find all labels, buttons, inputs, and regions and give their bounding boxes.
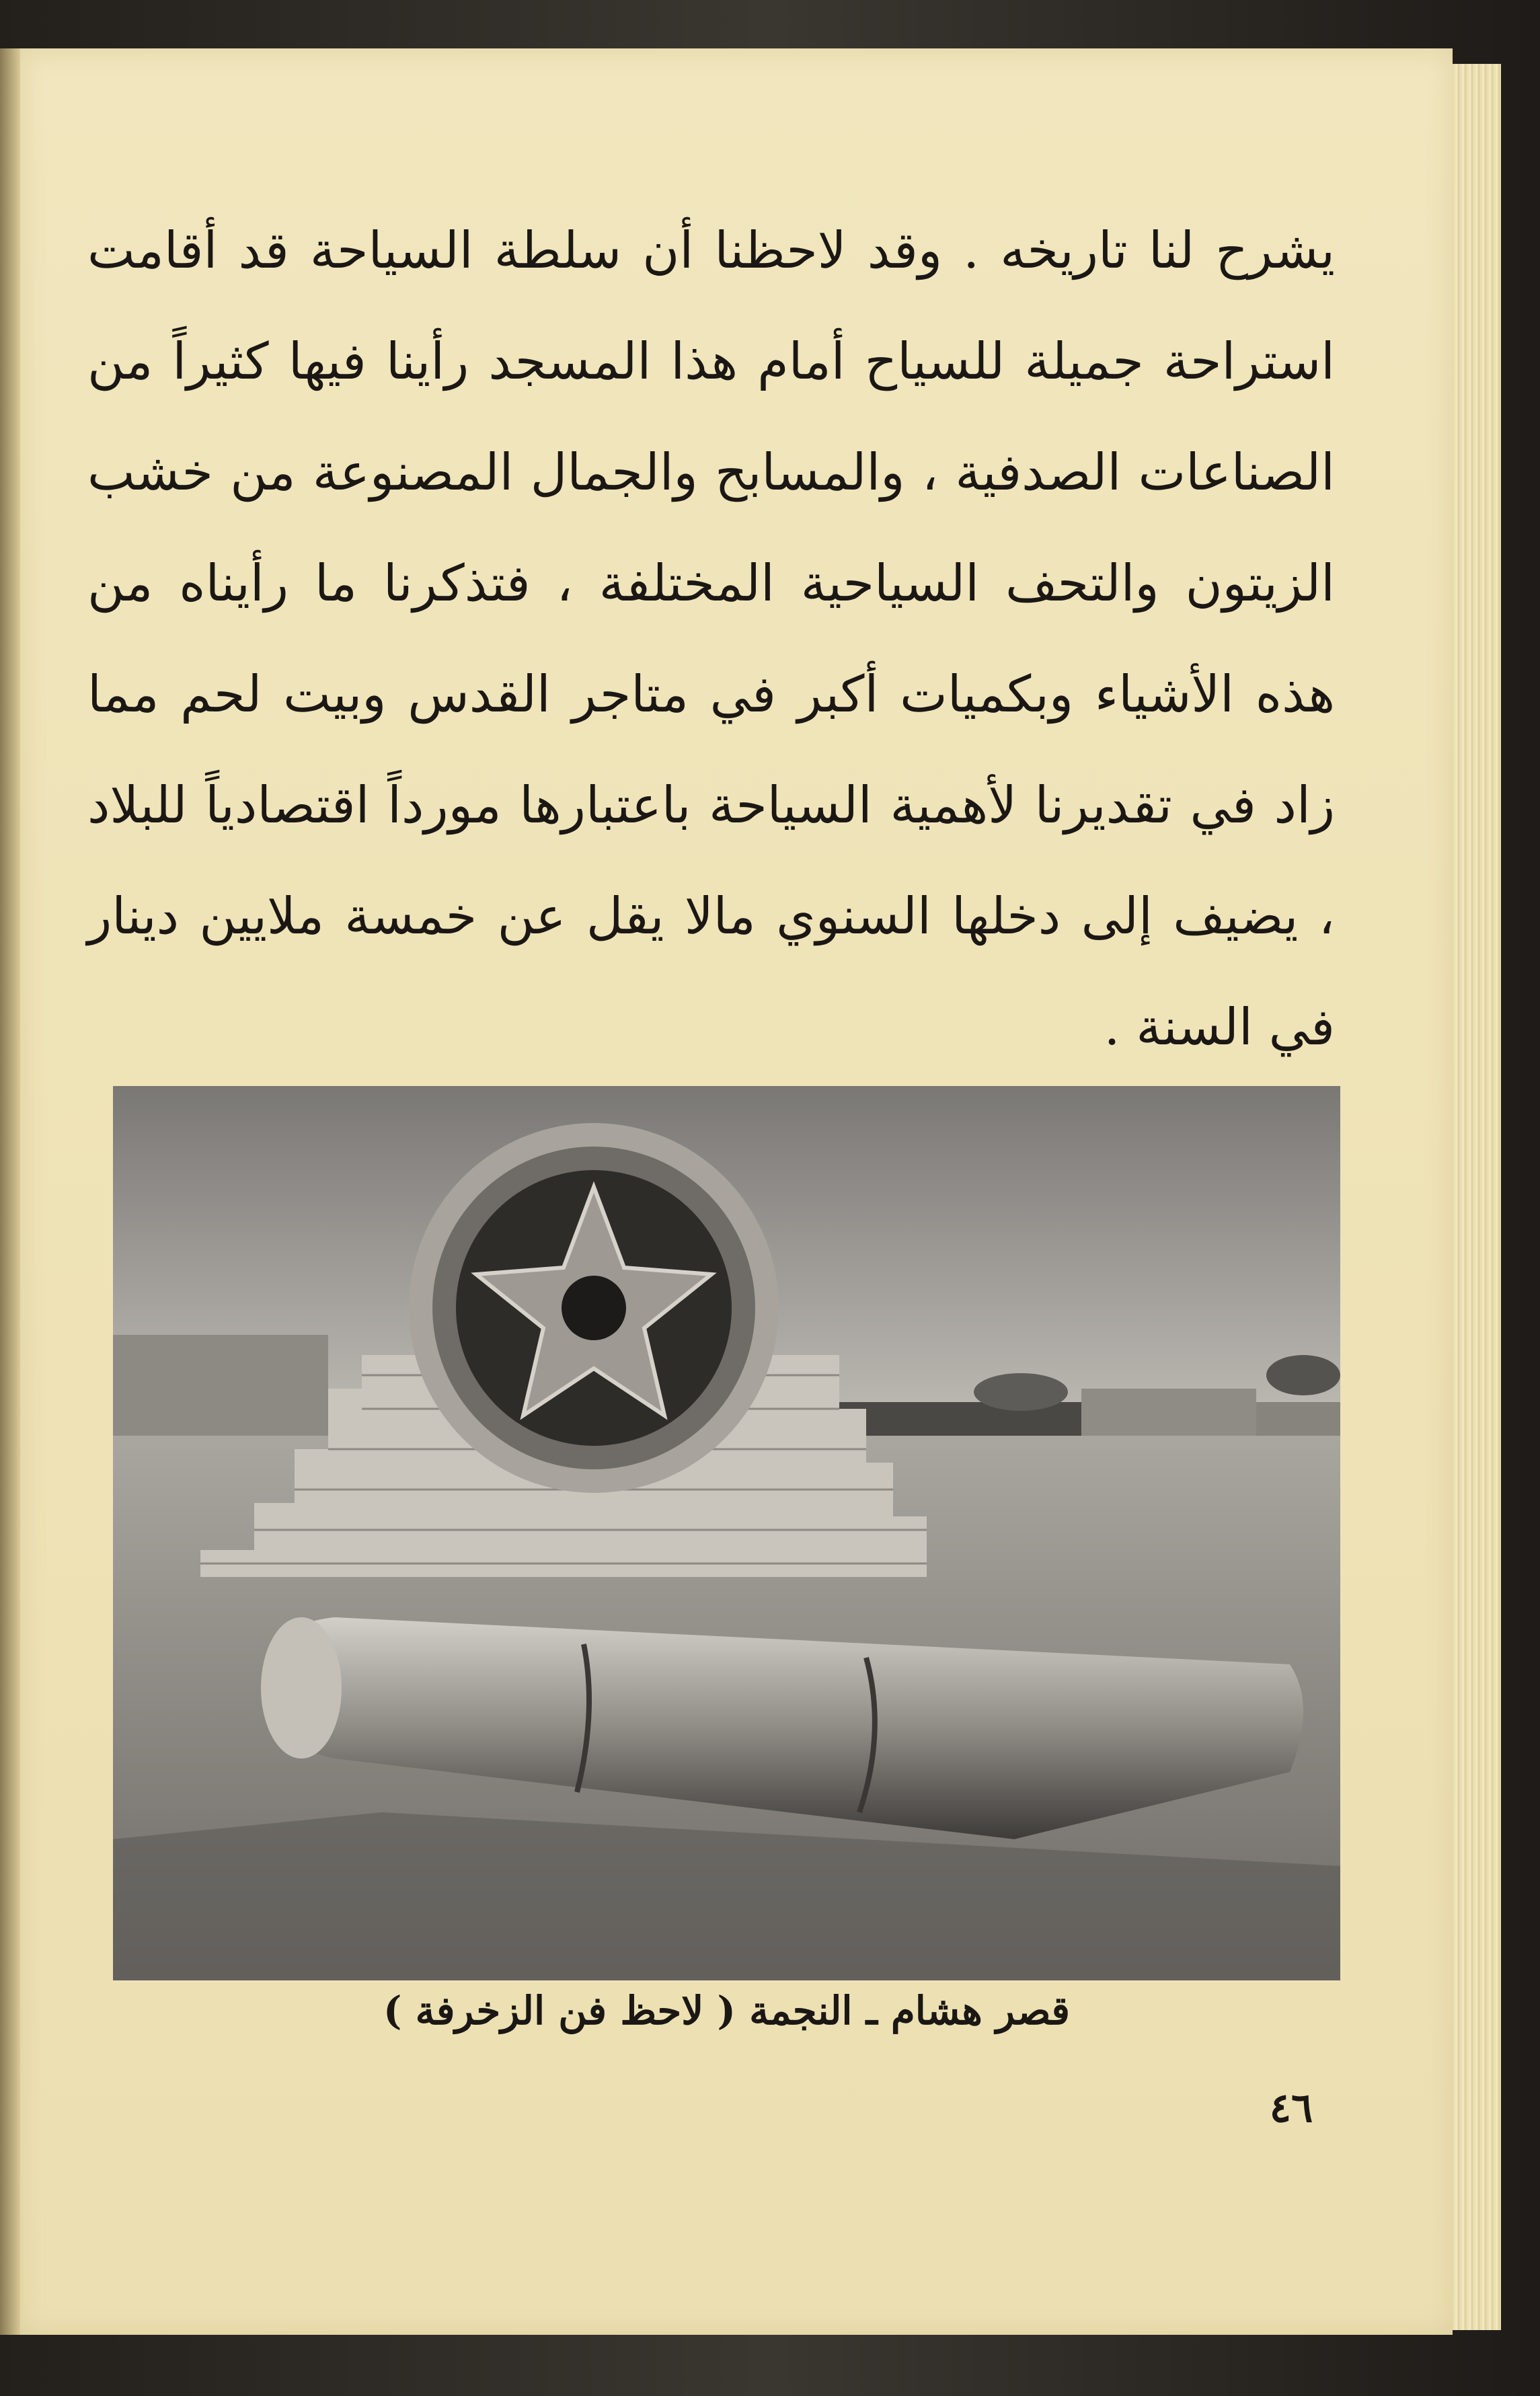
hisham-palace-photo <box>113 1086 1340 1980</box>
body-paragraph: يشرح لنا تاريخه . وقد لاحظنا أن سلطة السياحة قد أقامت استراحة جميلة للسياح أمام هذا المسجد رأينا فيها كثيراً من الصناعات الصدفية ، والمسابح والجمال المصنوعة من خشب الزيتون والتحف السياحية المختلفة ، فتذكرنا ما رأيناه من هذه الأشياء وبكميات أكبر في متاجر القدس وبيت لحم مما زاد في تقديرنا لأهمية السياحة باعتبارها مورداً اقتصادياً للبلاد ، يضيف إلى دخلها السنوي مالا يقل عن خمسة ملايين دينار في السنة . <box>87 221 1335 1056</box>
book-binding <box>0 48 20 2335</box>
page-number: ٤٦ <box>1269 2085 1313 2132</box>
photo-caption: قصر هشام ـ النجمة ( لاحظ فن الزخرفة ) <box>383 1988 1071 2034</box>
